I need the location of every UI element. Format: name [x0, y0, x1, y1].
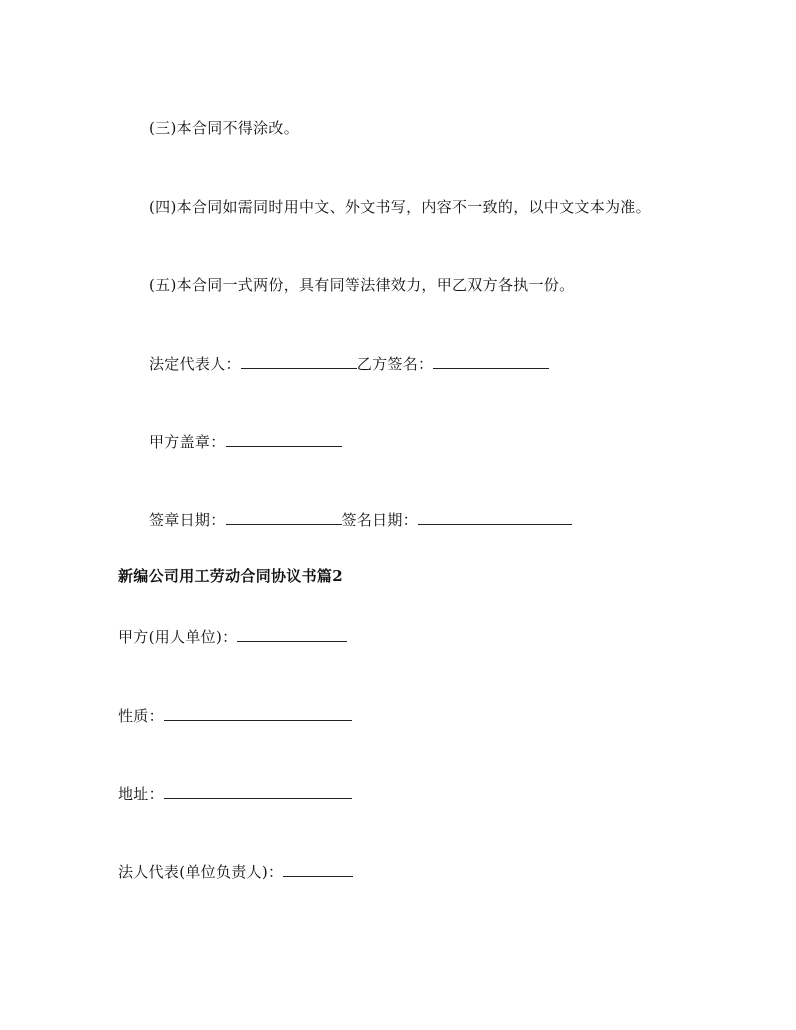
party-a-seal-blank: [226, 433, 342, 447]
legal-rep-label: 法人代表(单位负责人)：: [118, 863, 284, 881]
signature-date-label: 签名日期：: [341, 511, 419, 529]
legal-rep-blank: [283, 863, 353, 877]
seal-date-blank: [226, 511, 342, 525]
clause-3: (三)本合同不得涂改。: [149, 119, 300, 137]
address-label: 地址：: [118, 785, 164, 803]
signature-date-blank: [418, 511, 572, 525]
legal-representative-blank: [241, 355, 357, 369]
clause-4: (四)本合同如需同时用中文、外文书写，内容不一致的，以中文文本为准。: [149, 198, 651, 216]
signature-row-representative: [149, 354, 549, 374]
party-a-seal-label: 甲方盖章：: [149, 433, 226, 451]
seal-date-label: 签章日期：: [149, 511, 226, 529]
address-blank: [164, 785, 352, 799]
nature-blank: [164, 707, 352, 721]
signature-row-seal: [149, 432, 342, 452]
party-b-signature-blank: [433, 355, 549, 369]
field-nature: [118, 706, 352, 726]
party-a-blank: [237, 628, 347, 642]
section-heading: 新编公司用工劳动合同协议书篇2: [118, 567, 343, 585]
field-party-a: [118, 627, 347, 647]
party-a-label: 甲方(用人单位)：: [118, 628, 238, 646]
nature-label: 性质：: [118, 707, 164, 725]
signature-row-dates: [149, 510, 572, 530]
field-legal-representative: [118, 862, 353, 882]
legal-representative-label: 法定代表人：: [149, 355, 241, 373]
party-b-signature-label: 乙方签名：: [356, 355, 434, 373]
field-address: [118, 784, 352, 804]
clause-5: (五)本合同一式两份，具有同等法律效力，甲乙双方各执一份。: [149, 276, 575, 294]
